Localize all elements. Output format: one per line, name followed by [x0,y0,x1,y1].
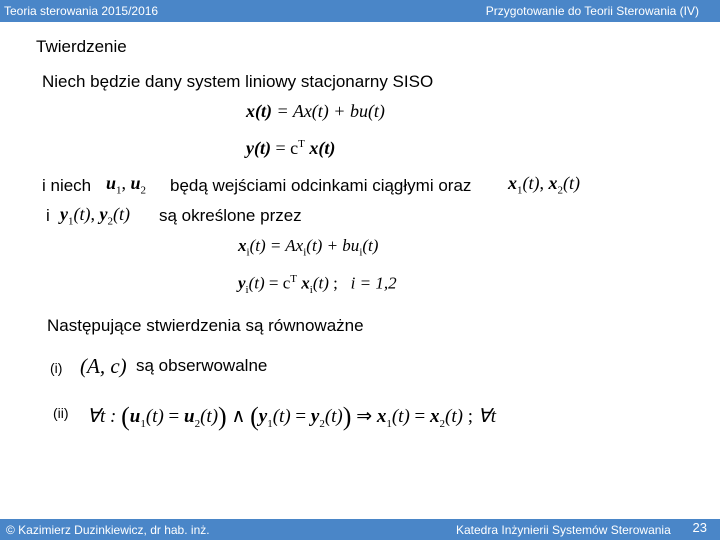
indexed-state-rhs-tail: (t) + bu [306,236,360,255]
item-i-label: (i) [50,360,63,376]
pair-ac-text: (A, c) [80,354,127,378]
state-vector: x(t) [309,138,336,158]
outputs-description: są określone przez [159,206,302,225]
indexed-output-rhs: = c [268,273,291,293]
outputs-symbols: $y_1(t)$, $y_2(t)$ [60,204,130,228]
item-i-text: są obserwowalne [136,356,268,375]
state-equation [246,101,385,122]
footer-bar [0,519,720,540]
output-variable: y(t) [246,138,271,158]
indexed-state-equation: $x_i(t) = Ax_i(t) + bu_i(t)$ [238,236,379,259]
indexed-state-rhs: = Ax [269,236,304,255]
inputs-symbols: $u_1$, $u_2$ [106,173,147,197]
forall-t: ∀t : [87,406,117,427]
output-y1: y [60,204,68,224]
states-symbols: $x_1(t)$, $x_2(t)$ [508,173,580,197]
state-equation-rhs: = Ax(t) + bu(t) [276,101,385,121]
input-u1: u [106,173,117,193]
page-number: 23 [692,520,707,535]
equivalence-statement: Następujące stwierdzenia są równoważne [47,316,364,335]
statement-line: Niech będzie dany system liniowy stacjonarny SISO [42,72,434,91]
output-y2: y [99,204,108,224]
input-u2: u [130,173,141,193]
output-equation [246,138,335,159]
lecture-title: Przygotowanie do Teorii Sterowania (IV) [485,4,699,18]
item-ii-label: (ii) [53,405,69,421]
pair-ac [80,354,127,379]
indexed-state-vector: x [301,273,310,293]
index-range: i = 1,2 [350,273,397,293]
state-x1: x [508,173,517,193]
inputs-description: będą wejściami odcinkami ciągłymi oraz [170,176,472,195]
indexed-output-equation: $y_i(t) = c^T$ $x_i(t)$ ; i = 1,2 [238,273,397,297]
forall-t-end: ∀t [477,406,497,427]
transpose-mark: T [298,138,305,150]
footer-author: © Kazimierz Duzinkiewicz, dr hab. inż. [6,523,210,537]
item-ii-formula: ∀t : $(u_1(t) = u_2(t))$ ∧ $(y_1(t) = y_2(t))$ ⇒ $x_1(t) = x_2(t)$ ; ∀t [87,402,497,431]
outputs-prefix: i [46,206,50,225]
output-equation-rhs: = c [275,138,299,158]
footer-department: Katedra Inżynierii Systemów Sterowania [456,523,671,537]
slide-title: Twierdzenie [36,37,127,56]
inputs-prefix: i niech [42,176,92,195]
state-derivative: x(t) [246,101,272,121]
course-title: Teoria sterowania 2015/2016 [4,4,159,18]
state-x2: x [548,173,558,193]
header-bar [0,0,720,22]
